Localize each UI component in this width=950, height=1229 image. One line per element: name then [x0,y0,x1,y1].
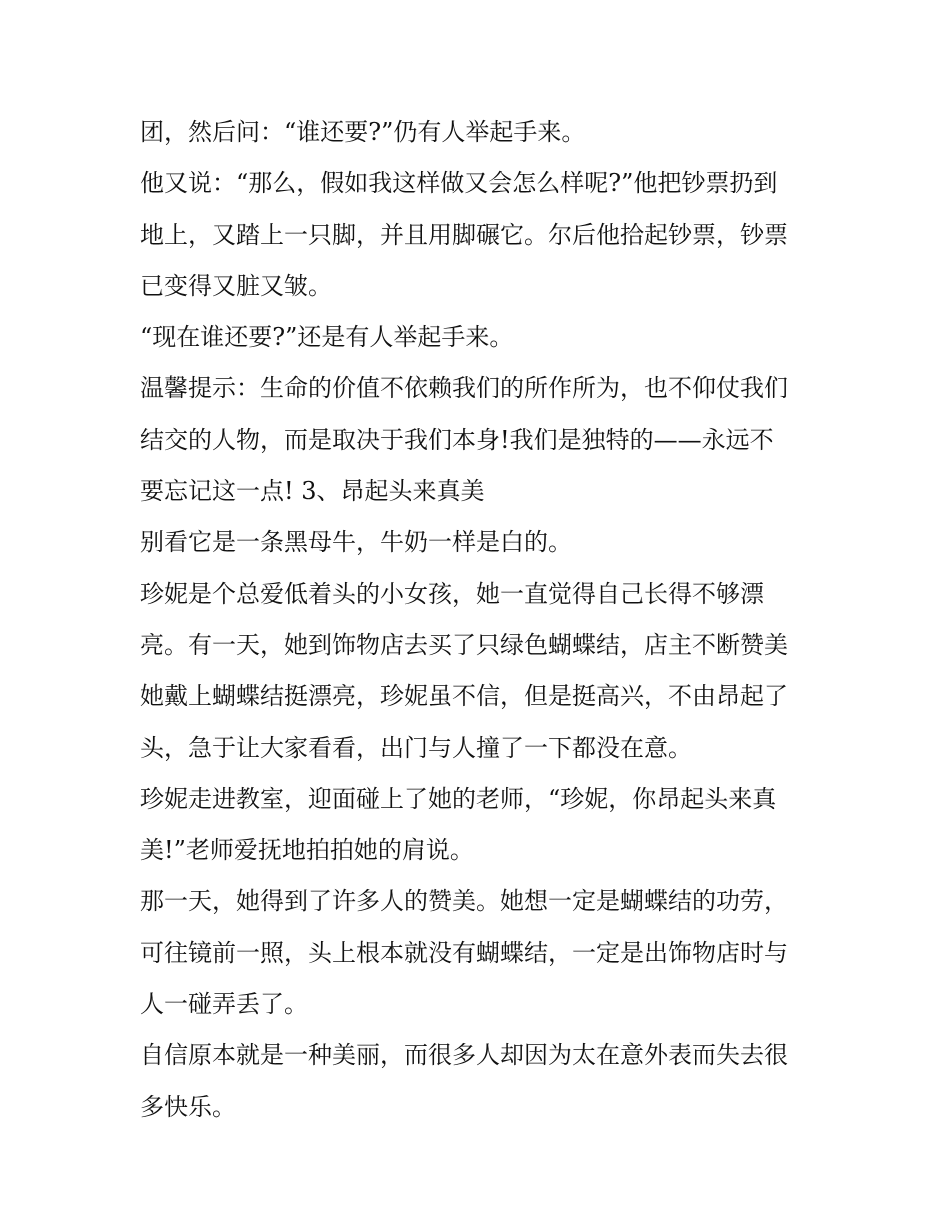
text-line: 珍妮走进教室，迎面碰上了她的老师，“珍妮，你昂起头来真 [140,784,777,813]
text-line: 地上，又踏上一只脚，并且用脚碾它。尔后他拾起钞票，钞票 [140,220,788,249]
text-line: 她戴上蝴蝶结挺漂亮，珍妮虽不信，但是挺高兴，不由昂起了 [140,682,788,711]
text-line: 头，急于让大家看看，出门与人撞了一下都没在意。 [140,733,692,762]
text-line: 珍妮是个总爱低着头的小女孩，她一直觉得自己长得不够漂 [140,579,764,608]
text-line: 温馨提示：生命的价值不依赖我们的所作所为，也不仰仗我们 [140,374,788,403]
text-line: 亮。有一天，她到饰物店去买了只绿色蝴蝶结，店主不断赞美 [140,630,788,659]
text-line: 自信原本就是一种美丽，而很多人却因为太在意外表而失去很 [140,1041,788,1070]
text-line: 他又说：“那么，假如我这样做又会怎么样呢?”他把钞票扔到 [140,169,778,198]
document-body [140,107,820,1133]
text-line: 美!”老师爱抚地拍拍她的肩说。 [140,836,474,865]
text-line: 团，然后问：“谁还要?”仍有人举起手来。 [140,118,586,146]
text-line: 人一碰弄丢了。 [140,990,308,1019]
text-line: 别看它是一条黑母牛，牛奶一样是白的。 [140,528,572,557]
text-line: 那一天，她得到了许多人的赞美。她想一定是蝴蝶结的功劳， [140,887,788,916]
text-line: “现在谁还要?”还是有人举起手来。 [140,323,514,352]
section-heading-line: 要忘记这一点! 3、昂起头来真美 [140,477,485,506]
text-line: 多快乐。 [140,1092,236,1121]
text-line: 已变得又脏又皱。 [140,271,332,300]
text-line: 可往镜前一照，头上根本就没有蝴蝶结，一定是出饰物店时与 [140,938,788,967]
text-line: 结交的人物，而是取决于我们本身!我们是独特的——永远不 [140,425,774,454]
